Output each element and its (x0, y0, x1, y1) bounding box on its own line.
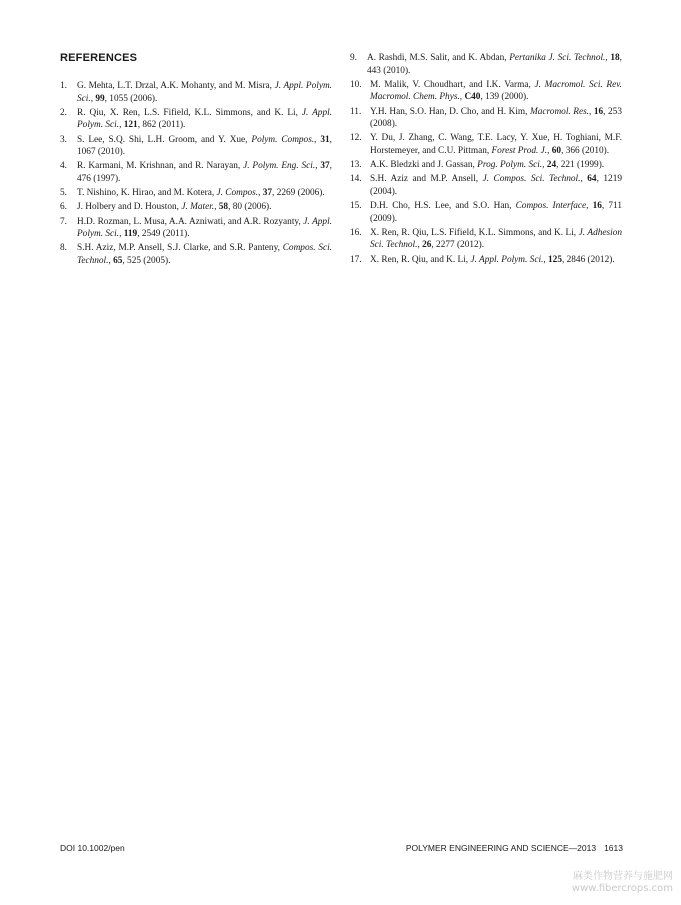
reference-authors: D.H. Cho, H.S. Lee, and S.O. Han, (370, 201, 516, 212)
reference-separator: , (589, 106, 594, 117)
reference-number: 4. (60, 161, 67, 172)
reference-number: 17. (350, 254, 362, 265)
reference-number: 14. (350, 174, 362, 185)
reference-journal: Polym. Compos. (251, 134, 315, 145)
reference-separator: , (214, 202, 219, 213)
reference-journal: J. Appl. Polym. Sci. (77, 216, 332, 240)
reference-item (350, 79, 622, 104)
reference-authors: J. Holbery and D. Houston, (77, 202, 182, 213)
reference-pages-year: , 2846 (2012). (561, 254, 615, 265)
reference-pages-year: , 443 (2010). (367, 53, 622, 76)
reference-separator: , (543, 254, 549, 265)
references-column-left (60, 80, 332, 269)
reference-number: 10. (350, 79, 362, 90)
watermark (572, 871, 673, 895)
reference-authors: T. Nishino, K. Hirao, and M. Kotera, (77, 188, 217, 199)
reference-volume: 31 (320, 134, 330, 145)
reference-separator: , (547, 145, 552, 156)
reference-journal: Compos. Interface (515, 201, 587, 212)
reference-volume: 37 (320, 161, 330, 172)
reference-pages-year: , 221 (1999). (556, 160, 605, 171)
reference-pages-year: , 80 (2006). (228, 202, 272, 213)
reference-pages-year: , 1055 (2006). (104, 93, 158, 104)
reference-item (350, 227, 622, 252)
reference-item (350, 173, 622, 198)
reference-authors: G. Mehta, L.T. Drzal, A.K. Mohanty, and M. Misra, (77, 81, 275, 91)
reference-item (350, 159, 622, 172)
reference-item (350, 132, 622, 157)
reference-volume: 26 (422, 240, 432, 251)
reference-volume: 60 (551, 145, 562, 156)
reference-journal: Pertanika J. Sci. Technol. (509, 53, 606, 63)
reference-item (350, 106, 622, 131)
reference-number: 6. (60, 202, 67, 213)
reference-authors: R. Karmani, M. Krishnan, and R. Narayan, (77, 161, 244, 172)
reference-separator: , (314, 134, 321, 145)
reference-list-right (350, 52, 622, 266)
reference-number: 1. (60, 81, 67, 91)
reference-pages-year: , 862 (2011). (137, 120, 186, 131)
reference-pages-year: , 139 (2000). (480, 92, 529, 103)
reference-item (60, 80, 332, 105)
reference-item (350, 254, 622, 267)
page-number: 1613 (604, 843, 623, 853)
footer-journal-page (406, 843, 623, 853)
reference-journal: J. Polym. Eng. Sci. (243, 161, 316, 172)
reference-journal: Prog. Polym. Sci. (477, 160, 543, 171)
footer-doi: DOI 10.1002/pen (60, 843, 125, 853)
reference-separator: , (119, 120, 124, 131)
reference-separator: , (119, 229, 124, 240)
references-heading: REFERENCES (60, 52, 138, 64)
reference-volume: 16 (593, 106, 604, 117)
reference-separator: , (605, 53, 611, 63)
reference-volume: 16 (592, 201, 602, 212)
reference-number: 9. (350, 53, 357, 63)
reference-separator: , (315, 161, 321, 172)
reference-journal: J. Mater. (181, 202, 215, 213)
watermark-line-1: 麻类作物营养与施肥网 (573, 871, 673, 882)
reference-item (350, 52, 622, 77)
reference-number: 16. (350, 227, 362, 238)
reference-journal: J. Compos. Sci. Technol. (482, 174, 581, 185)
reference-authors: A.K. Bledzki and J. Gassan, (370, 160, 478, 171)
reference-separator: , (258, 188, 263, 199)
reference-separator: , (90, 93, 96, 104)
references-column-right (350, 52, 622, 268)
reference-journal: J. Compos. (216, 188, 259, 199)
reference-authors: H.D. Rozman, L. Musa, A.A. Azniwati, and A.R. Rozyanty, (77, 216, 304, 227)
reference-separator: , (108, 255, 114, 266)
reference-authors: S. Lee, S.Q. Shi, L.H. Groom, and Y. Xue, (77, 134, 252, 145)
reference-pages-year: , 1219 (2004). (370, 174, 622, 197)
reference-authors: S.H. Aziz, M.P. Ansell, S.J. Clarke, and S.R. Panteny, (77, 243, 283, 254)
reference-number: 7. (60, 216, 67, 227)
reference-item (350, 200, 622, 225)
reference-volume: 18 (610, 53, 620, 63)
reference-number: 2. (60, 107, 67, 118)
reference-authors: Y. Du, J. Zhang, C. Wang, T.E. Lacy, Y. Xue, H. Toghiani, M.F. Horstemeyer, and C.U. Pittman, (370, 133, 622, 156)
reference-number: 3. (60, 134, 67, 145)
reference-volume: 24 (546, 160, 557, 171)
reference-journal: J. Appl. Polym. Sci. (77, 81, 332, 104)
reference-separator: , (580, 174, 588, 185)
reference-pages-year: , 2277 (2012). (431, 240, 485, 251)
reference-pages-year: , 253 (2008). (370, 106, 622, 130)
reference-authors: S.H. Aziz and M.P. Ansell, (370, 174, 483, 185)
reference-item (60, 160, 332, 185)
reference-number: 12. (350, 133, 362, 144)
reference-pages-year: , 711 (2009). (370, 201, 623, 224)
reference-volume: 125 (548, 254, 562, 265)
reference-item (60, 216, 332, 241)
reference-pages-year: , 1067 (2010). (77, 134, 332, 158)
reference-volume: 37 (262, 188, 273, 199)
reference-item (60, 187, 332, 200)
footer-journal: POLYMER ENGINEERING AND SCIENCE—2013 (405, 843, 597, 853)
reference-item (60, 242, 332, 267)
reference-volume: 119 (123, 229, 138, 240)
reference-volume: 121 (123, 120, 138, 131)
reference-authors: X. Ren, R. Qiu, L.S. Fifield, K.L. Simmons, and K. Li, (370, 227, 579, 238)
reference-journal: J. Macromol. Sci. Rev. Macromol. Chem. Phys. (370, 79, 622, 103)
reference-pages-year: , 2269 (2006). (272, 188, 325, 199)
reference-separator: , (542, 160, 547, 171)
reference-volume: C40 (464, 92, 481, 103)
reference-item (60, 134, 332, 159)
reference-volume: 64 (587, 174, 597, 185)
reference-pages-year: , 525 (2005). (122, 255, 171, 266)
reference-list-left (60, 80, 332, 267)
reference-journal: Compos. Sci. Technol. (77, 243, 333, 266)
reference-volume: 99 (95, 93, 105, 104)
reference-separator: , (459, 92, 465, 103)
reference-number: 8. (60, 243, 67, 254)
reference-pages-year: , 2549 (2011). (137, 229, 190, 240)
reference-number: 11. (350, 106, 362, 117)
reference-item (60, 107, 332, 132)
watermark-line-2: www.fibercrops.com (571, 883, 673, 894)
reference-volume: 58 (218, 202, 229, 213)
reference-authors: R. Qiu, X. Ren, L.S. Fifield, K.L. Simmons, and K. Li, (77, 107, 302, 118)
reference-authors: X. Ren, R. Qiu, and K. Li, (370, 254, 471, 265)
reference-authors: Y.H. Han, S.O. Han, D. Cho, and H. Kim, (370, 106, 531, 117)
reference-item (60, 201, 332, 214)
reference-journal: J. Appl. Polym. Sci. (470, 254, 544, 265)
reference-journal: J. Adhesion Sci. Technol. (370, 227, 622, 251)
reference-journal: J. Appl. Polym. Sci. (77, 107, 333, 131)
reference-pages-year: , 366 (2010). (561, 145, 610, 156)
reference-journal: Macromol. Res. (530, 106, 590, 117)
reference-pages-year: , 476 (1997). (77, 161, 332, 184)
reference-number: 13. (350, 160, 362, 171)
reference-separator: , (417, 240, 423, 251)
reference-number: 5. (60, 188, 67, 199)
reference-volume: 65 (113, 255, 123, 266)
reference-authors: A. Rashdi, M.S. Salit, and K. Abdan, (367, 53, 510, 63)
reference-authors: M. Malik, V. Choudhart, and I.K. Varma, (370, 79, 535, 90)
reference-journal: Forest Prod. J. (491, 145, 548, 156)
reference-number: 15. (350, 201, 362, 212)
reference-separator: , (586, 201, 593, 212)
